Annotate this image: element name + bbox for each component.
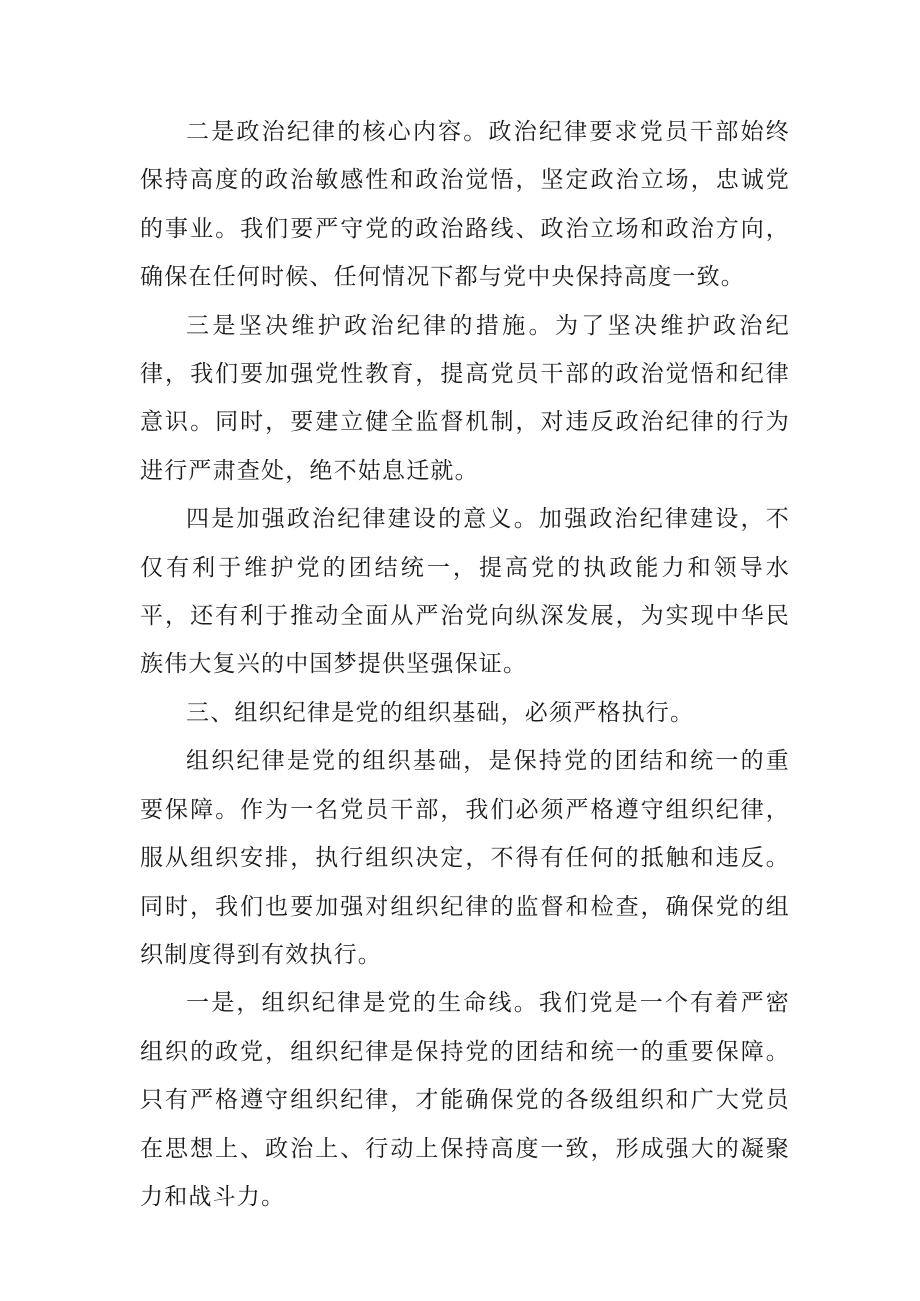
document-body [140, 108, 790, 1221]
paragraph-political-discipline-core: 二是政治纪律的核心内容。政治纪律要求党员干部始终保持高度的政治敏感性和政治觉悟，坚定政治立场，忠诚党的事业。我们要严守党的政治路线、政治立场和政治方向，确保在任何时候、任何情况下都与党中央保持高度一致。 [140, 119, 790, 291]
paragraph-political-discipline-measures: 三是坚决维护政治纪律的措施。为了坚决维护政治纪律，我们要加强党性教育，提高党员干部的政治觉悟和纪律意识。同时，要建立健全监督机制，对违反政治纪律的行为进行严肃查处，绝不姑息迁就。 [140, 312, 790, 484]
paragraph-organizational-discipline-lifeline: 一是，组织纪律是党的生命线。我们党是一个有着严密组织的政党，组织纪律是保持党的团结和统一的重要保障。只有严格遵守组织纪律，才能确保党的各级组织和广大党员在思想上、政治上、行动上保持高度一致，形成强大的凝聚力和战斗力。 [140, 990, 790, 1210]
section-heading-organizational-discipline: 三、组织纪律是党的组织基础，必须严格执行。 [186, 699, 695, 726]
paragraph-organizational-discipline-intro: 组织纪律是党的组织基础，是保持党的团结和统一的重要保障。作为一名党员干部，我们必须严格遵守组织纪律，服从组织安排，执行组织决定，不得有任何的抵触和违反。同时，我们也要加强对组织纪律的监督和检查，确保党的组织制度得到有效执行。 [140, 748, 790, 968]
paragraph-political-discipline-significance: 四是加强政治纪律建设的意义。加强政治纪律建设，不仅有利于维护党的团结统一，提高党的执政能力和领导水平，还有利于推动全面从严治党向纵深发展，为实现中华民族伟大复兴的中国梦提供坚强保证。 [140, 506, 790, 678]
